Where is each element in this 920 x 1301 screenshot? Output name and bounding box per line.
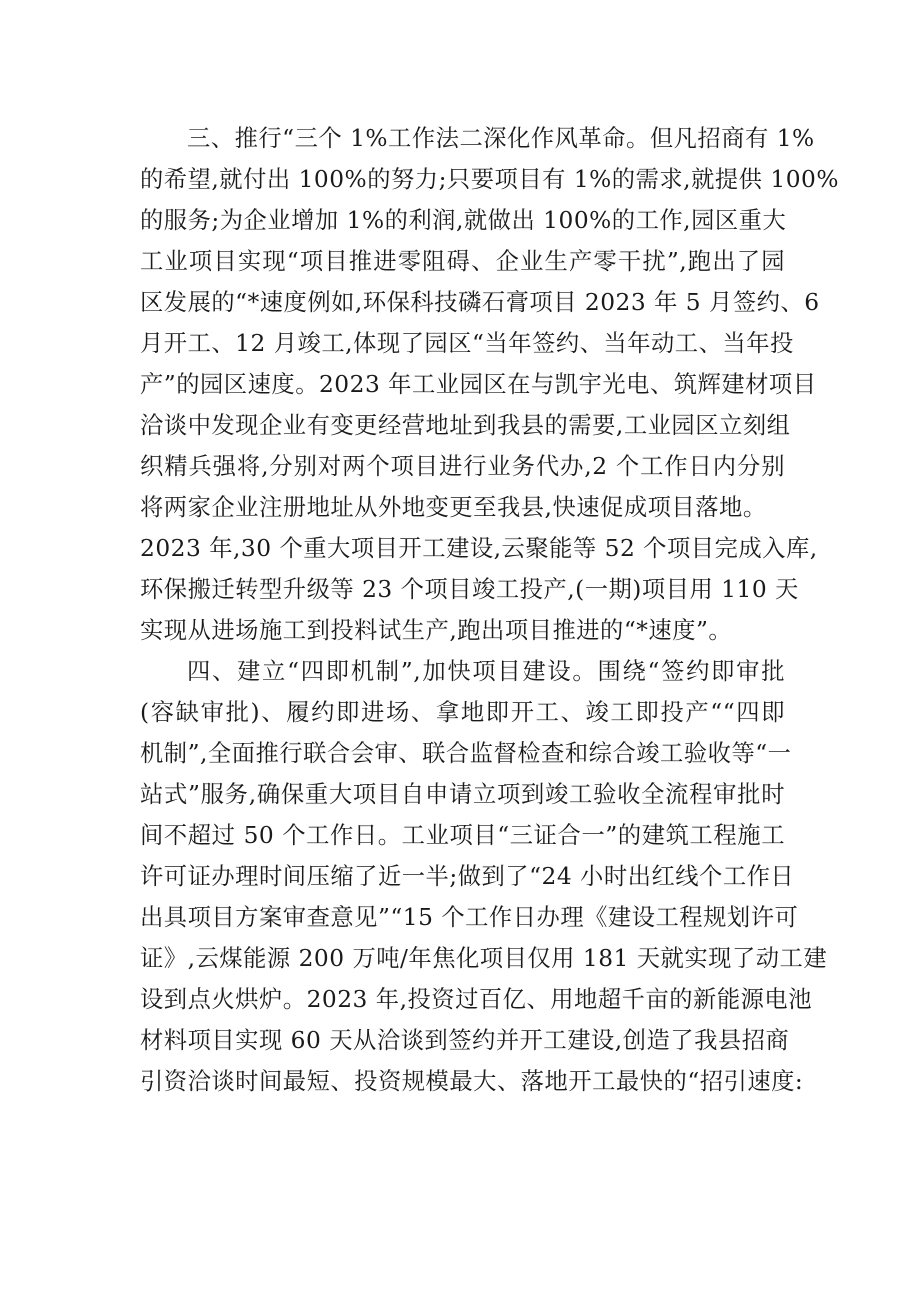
text-line: 引资洽谈时间最短、投资规模最大、落地开工最快的“招引速度: [140,1068,804,1095]
text-line: 设到点火烘炉。2023 年,投资过百亿、用地超千亩的新能源电池 [140,986,813,1013]
text-line: 将两家企业注册地址从外地变更至我县,快速促成项目落地。 [140,494,767,521]
text-line: 的服务;为企业增加 1%的利润,就做出 100%的工作,园区重大 [140,207,787,234]
text-line: 2023 年,30 个重大项目开工建设,云聚能等 52 个项目完成入库, [140,535,818,562]
text-line: 织精兵强将,分别对两个项目进行业务代办,2 个工作日内分别 [140,453,785,480]
text-line: 机制”,全面推行联合会审、联合监督检查和综合竣工验收等“一 [140,740,792,767]
text-line: 洽谈中发现企业有变更经营地址到我县的需要,工业园区立刻组 [140,412,791,439]
paragraph-four [140,651,828,1102]
text-line: 月开工、12 月竣工,体现了园区“当年签约、当年动工、当年投 [140,330,794,357]
paragraph-three [140,118,839,651]
text-line: 四、建立“四即机制”,加快项目建设。围绕“签约即审批 [187,658,785,685]
text-line: 材料项目实现 60 天从洽谈到签约并开工建设,创造了我县招商 [140,1027,790,1054]
text-line: 证》,云煤能源 200 万吨/年焦化项目仅用 181 天就实现了动工建 [140,945,828,972]
body-text [140,118,839,1102]
text-line: 环保搬迁转型升级等 23 个项目竣工投产,(一期)项目用 110 天 [140,576,799,603]
text-line: 三、推行“三个 1%工作法二深化作风革命。但凡招商有 1% [187,125,815,152]
text-line: 站式”服务,确保重大项目自申请立项到竣工验收全流程审批时 [140,781,785,808]
text-line: 的希望,就付出 100%的努力;只要项目有 1%的需求,就提供 100% [140,166,839,193]
text-line: 区发展的“*速度例如,环保科技磷石膏项目 2023 年 5 月签约、6 [140,289,820,316]
text-line: 实现从进场施工到投料试生产,跑出项目推进的“*速度”。 [140,617,733,644]
text-line: 出具项目方案审查意见”“15 个工作日办理《建设工程规划许可 [140,904,799,931]
text-line: (容缺审批)、履约即进场、拿地即开工、竣工即投产““四即 [140,699,785,726]
text-line: 工业项目实现“项目推进零阻碍、企业生产零干扰”,跑出了园 [140,248,785,275]
text-line: 产”的园区速度。2023 年工业园区在与凯宇光电、筑辉建材项目 [140,371,817,398]
text-line: 间不超过 50 个工作日。工业项目“三证合一”的建筑工程施工 [140,822,785,849]
text-line: 许可证办理时间压缩了近一半;做到了“24 小时出红线个工作日 [140,863,795,890]
